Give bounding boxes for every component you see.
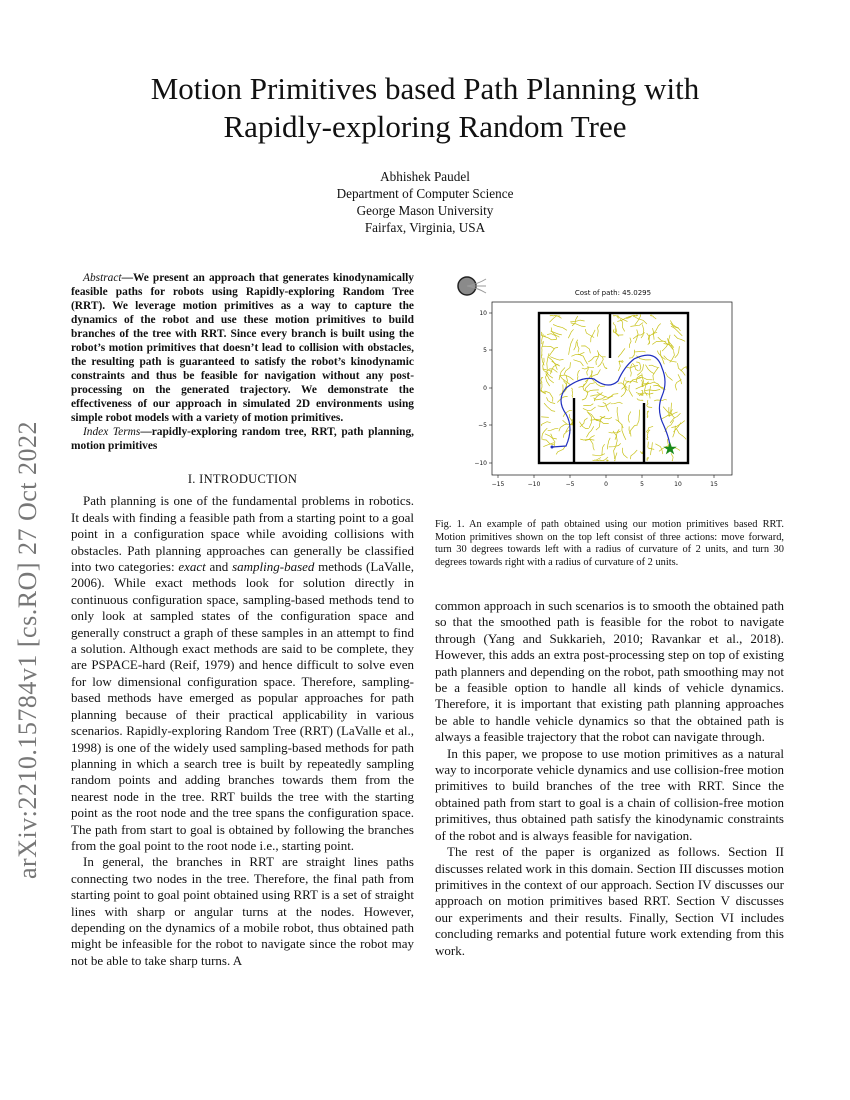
y-tick-label: 10 bbox=[479, 310, 487, 317]
x-tick-label: −5 bbox=[565, 481, 575, 488]
paper-title: Motion Primitives based Path Planning with Rapidly-exploring Random Tree bbox=[150, 71, 700, 144]
figure-1 bbox=[448, 270, 788, 508]
x-tick-label: −10 bbox=[527, 481, 541, 488]
figure-caption: Fig. 1. An example of path obtained using our motion primitives based RRT. Motion primitives shown on the top left consist of three actions: move forward, turn 30 degrees towards left with a radius of curvature of 2 units, and turn 30 degrees towards right with a radius of curvature of 2 units. bbox=[435, 519, 784, 568]
x-tick-label: 10 bbox=[674, 481, 682, 488]
plot-title: Cost of path: 45.0295 bbox=[574, 289, 652, 297]
right-column bbox=[435, 598, 784, 959]
paragraph: Path planning is one of the fundamental problems in robotics. It deals with finding a feasible path from a starting point to a goal point in a configuration space while avoiding collisions with obstacles. Path planning approaches can generally be classified into two categories: exact and sampling-based methods (LaValle, 2006). While exact methods look for solution directly in continuous configuration space, sampling-based methods tend to only look at sampled states of the configuration space and generally construct a graph of these samples in an attempt to find a solution. Although exact methods are said to be complete, they are PSPACE-hard (Reif, 1979) and hence difficult to solve even for low dimensional configuration space. Therefore, sampling-based methods have emerged as popular approaches for path planning because of their practical applicability in various scenarios. Rapidly-exploring Random Tree (RRT) (LaValle et al., 1998) is one of the widely used sampling-based methods for path planning in which a search tree is built by repeatedly sampling random points and adding branches towards them from the nearest node in the tree. RRT builds the tree with the starting point as the root node and the tree spans the configuration space. The path from start to goal is obtained by following the branches from the goal point to the root node i.e., starting point. bbox=[71, 493, 414, 853]
paragraph: common approach in such scenarios is to smooth the obtained path so that the smoothed path is feasible for the robot to navigate through (Yang and Sukkarieh, 2010; Ravankar et al., 2018). However, this adds an extra post-processing step on top of existing path planners and depending on the robot, path smoothing may not be a feasible option to handle all kinds of vehicle dynamics. Therefore, it is important that existing path planning approaches be able to handle vehicle dynamics so that the obtained path is always a feasible trajectory that the robot can navigate through. bbox=[435, 598, 784, 745]
x-tick-label: −15 bbox=[491, 481, 505, 488]
y-tick-label: −5 bbox=[478, 422, 487, 429]
abstract: Abstract—We present an approach that generates kinodynamically feasible paths for robots using Rapidly-exploring Random Tree (RRT). We leverage motion primitives as a way to capture the dynamics of the robot and use these motion primitives to build branches of the tree with RRT. Since every branch is built using the robot’s motion primitives that doesn’t lead to collision with obstacles, the resulting path is guaranteed to satisfy the robot’s kinodynamic constraints and thus be feasible for navigation without any post-processing on the generated trajectory. We demonstrate the effectiveness of our approach in simulated 2D environments using simple robot models with a variety of motion primitives. Index Terms—rapidly-exploring random tree, RRT, path planning, motion primitives bbox=[71, 272, 414, 452]
left-column bbox=[71, 271, 414, 969]
y-tick-label: 5 bbox=[483, 347, 487, 354]
start-point bbox=[551, 446, 554, 449]
author-name: Abhishek Paudel bbox=[380, 169, 470, 184]
author-block bbox=[200, 168, 650, 236]
author-dept: Department of Computer Science bbox=[336, 186, 514, 201]
y-tick-label: 0 bbox=[483, 385, 487, 392]
paragraph: In general, the branches in RRT are straight lines paths connecting two nodes in the tree. Therefore, the final path from starting point to goal point obtained using RRT is a set of straight lines with sharp or angular turns at the nodes. However, depending on the dynamics of a mobile robot, thus obtained path might be infeasible for the robot to navigate since the robot may not be able to take sharp turns. A bbox=[71, 854, 414, 968]
arxiv-side-stamp: arXiv:2210.15784v1 [cs.RO] 27 Oct 2022 bbox=[13, 420, 42, 880]
x-tick-label: 0 bbox=[604, 481, 608, 488]
x-axis-ticks bbox=[492, 475, 718, 488]
plot-area bbox=[492, 302, 732, 475]
author-location: Fairfax, Virginia, USA bbox=[364, 220, 486, 235]
x-tick-label: 15 bbox=[710, 481, 718, 488]
paragraph: In this paper, we propose to use motion primitives as a natural way to incorporate vehicle dynamics and use collision-free motion primitives to build branches of the tree with RRT. Since the obtained path from start to goal is a chain of collision-free motion primitives, thus obtained path satisfy the kinodynamic constraints of the robot and is always feasible for navigation. bbox=[435, 745, 784, 843]
paragraph: The rest of the paper is organized as follows. Section II discusses related work in this domain. Section III discusses motion primitives in the context of our approach. Section IV discusses our approach on motion primitives based RRT. Section V discusses our experiments and their results. Finally, Section VI includes concluding remarks and potential future work extending from this work. bbox=[435, 844, 784, 958]
section-heading: I. INTRODUCTION bbox=[187, 472, 298, 486]
y-tick-label: −10 bbox=[474, 460, 487, 467]
motion-primitive-icon bbox=[458, 277, 486, 295]
x-tick-label: 5 bbox=[640, 481, 644, 488]
author-university: George Mason University bbox=[356, 203, 494, 218]
y-axis-ticks bbox=[474, 310, 492, 467]
